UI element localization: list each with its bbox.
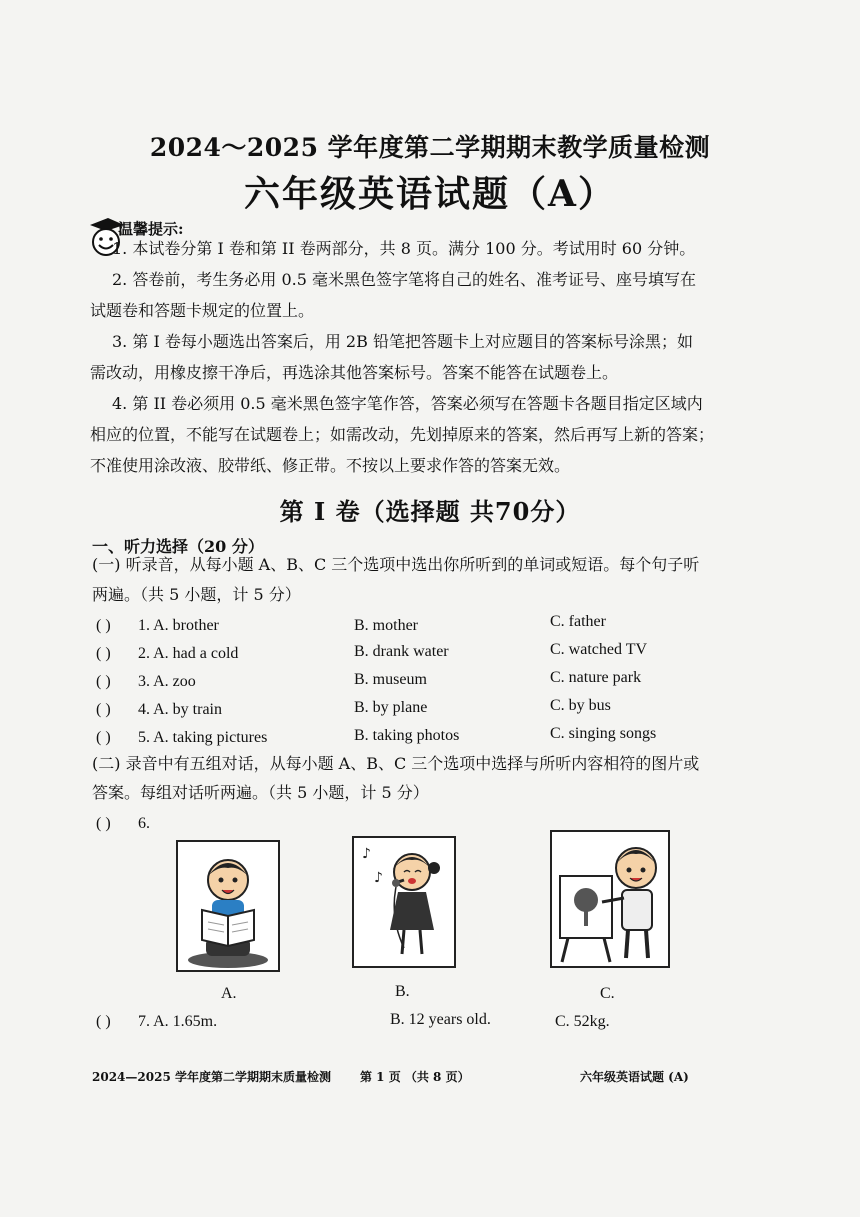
answer-blank[interactable]: ( ) bbox=[96, 701, 111, 718]
question-7-option-a: 7. A. 1.65m. bbox=[138, 1013, 218, 1030]
question-1-option-c: C. father bbox=[550, 613, 606, 630]
question-3-option-b: B. museum bbox=[354, 671, 427, 688]
instruction-3-cont: 需改动，用橡皮擦干净后，再选涂其他答案标号。答案不能答在试题卷上。 bbox=[90, 363, 619, 382]
tips-label: 温馨提示: bbox=[118, 220, 184, 238]
svg-text:♪: ♪ bbox=[362, 846, 371, 862]
instruction-1: 1. 本试卷分第 I 卷和第 II 卷两部分，共 8 页。满分 100 分。考试用时 60 分钟。 bbox=[112, 239, 696, 258]
boy-reading-icon bbox=[178, 842, 278, 970]
instruction-4-cont: 相应的位置，不能写在试题卷上；如需改动，先划掉原来的答案，然后再写上新的答案； bbox=[90, 425, 715, 444]
question-4-option-c: C. by bus bbox=[550, 697, 611, 714]
footer-exam-name: 2024—2025 学年度第二学期期末质量检测 bbox=[92, 1070, 331, 1084]
answer-blank[interactable]: ( ) bbox=[96, 815, 111, 832]
answer-blank[interactable]: ( ) bbox=[96, 729, 111, 746]
question-2-option-b: B. drank water bbox=[354, 643, 449, 660]
instruction-2: 2. 答卷前，考生务必用 0.5 毫米黑色签字笔将自己的姓名、准考证号、座号填写在 bbox=[112, 270, 696, 289]
question-7-option-c: C. 52kg. bbox=[555, 1013, 610, 1030]
sub-instruction-2: (二) 录音中有五组对话，从每小题 A、B、C 三个选项中选择与所听内容相符的图片或 bbox=[92, 754, 700, 773]
picture-c-boy-painting[interactable] bbox=[550, 830, 670, 968]
boy-painting-icon bbox=[552, 832, 668, 966]
question-5-option-c: C. singing songs bbox=[550, 725, 657, 742]
instruction-3: 3. 第 I 卷每小题选出答案后，用 2B 铅笔把答题卡上对应题目的答案标号涂黑；如 bbox=[112, 332, 693, 351]
question-4-option-a: 4. A. by train bbox=[138, 701, 222, 718]
footer-subject: 六年级英语试题 (A) bbox=[580, 1070, 689, 1084]
question-4-option-b: B. by plane bbox=[354, 699, 428, 716]
section-title: 第 I 卷（选择题 共70分） bbox=[279, 497, 581, 526]
question-7-option-b: B. 12 years old. bbox=[390, 1011, 491, 1028]
question-3-option-c: C. nature park bbox=[550, 669, 642, 686]
exam-subtitle: 六年级英语试题（A） bbox=[244, 173, 616, 215]
part-title-listening: 一、听力选择（20 分） bbox=[92, 537, 264, 556]
question-2-option-a: 2. A. had a cold bbox=[138, 645, 239, 662]
footer-page-number: 第 1 页 （共 8 页） bbox=[360, 1070, 470, 1084]
question-2-option-c: C. watched TV bbox=[550, 641, 648, 658]
picture-b-label: B. bbox=[395, 983, 410, 1000]
answer-blank[interactable]: ( ) bbox=[96, 673, 111, 690]
question-3-option-a: 3. A. zoo bbox=[138, 673, 196, 690]
girl-singing-icon bbox=[354, 838, 454, 966]
sub-instruction-1-cont: 两遍。（共 5 小题，计 5 分） bbox=[92, 585, 301, 604]
question-1-option-b: B. mother bbox=[354, 617, 418, 634]
question-5-option-b: B. taking photos bbox=[354, 727, 460, 744]
sub-instruction-2-cont: 答案。每组对话听两遍。（共 5 小题，计 5 分） bbox=[92, 783, 429, 802]
svg-text:♪: ♪ bbox=[374, 870, 383, 886]
sub-instruction-1: (一) 听录音，从每小题 A、B、C 三个选项中选出你所听到的单词或短语。每个句子听 bbox=[92, 555, 700, 574]
exam-title: 2024～2025 学年度第二学期期末教学质量检测 bbox=[149, 133, 711, 162]
answer-blank[interactable]: ( ) bbox=[96, 617, 111, 634]
picture-b-girl-singing[interactable] bbox=[352, 836, 456, 968]
question-6-number: 6. bbox=[138, 815, 150, 832]
answer-blank[interactable]: ( ) bbox=[96, 1013, 111, 1030]
question-5-option-a: 5. A. taking pictures bbox=[138, 729, 268, 746]
picture-a-boy-reading[interactable] bbox=[176, 840, 280, 972]
picture-c-label: C. bbox=[600, 985, 615, 1002]
instruction-4: 4. 第 II 卷必须用 0.5 毫米黑色签字笔作答，答案必须写在答题卡各题目指定区域内 bbox=[112, 394, 703, 413]
answer-blank[interactable]: ( ) bbox=[96, 645, 111, 662]
picture-a-label: A. bbox=[221, 985, 237, 1002]
instruction-2-cont: 试题卷和答题卡规定的位置上。 bbox=[90, 301, 315, 320]
question-1-option-a: 1. A. brother bbox=[138, 617, 219, 634]
instruction-4-cont2: 不准使用涂改液、胶带纸、修正带。不按以上要求作答的答案无效。 bbox=[90, 456, 571, 475]
